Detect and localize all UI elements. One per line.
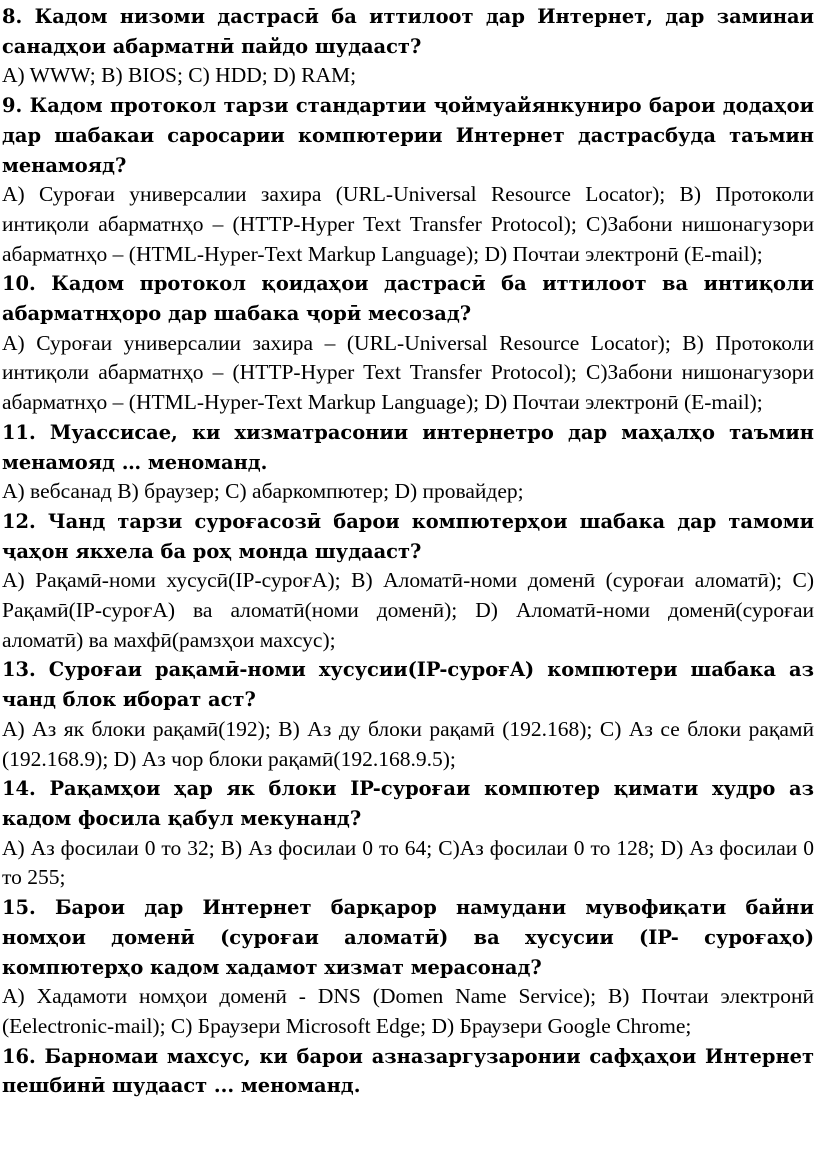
question-15: 15. Барои дар Интернет барқарор намудани мувофиқати байни номҳои доменӣ (суроғаи аломатӣ) ва хусусии (IP- суроғаҳо) компютерҳо кадом хадамот хизмат мерасонад? — [2, 896, 814, 979]
question-14: 14. Рақамҳои ҳар як блоки IP-суроғаи компютер қимати худро аз кадом фосила қабул мекунанд? — [2, 777, 814, 830]
question-11: 11. Муассисае, ки хизматрасонии интернетро дар маҳалҳо таъмин менамояд … меноманд. — [2, 420, 814, 474]
answers-12: A) Рақамӣ-номи хусусӣ(IP-суроғA); B) Аломатӣ-номи доменӣ (суроғаи аломатӣ); C) Рақамӣ(IP-суроғA) ва аломатӣ(номи доменӣ); D) Аломатӣ-номи доменӣ(суроғаи аломатӣ) ва махфӣ(рамзҳои махсус); — [2, 568, 814, 652]
question-12: 12. Чанд тарзи суроғасозӣ барои компютерҳои шабака дар тамоми ҷаҳон якхела ба роҳ монда шудааст? — [2, 509, 814, 563]
answers-14: A) Аз фосилаи 0 то 32; B) Аз фосилаи 0 то 64; C)Аз фосилаи 0 то 128; D) Аз фосилаи 0 то 255; — [2, 835, 814, 890]
answers-10: A) Суроғаи универсалии захира – (URL-Universal Resource Locator); B) Протоколи интиқоли абарматнҳо – (HTTP-Hyper Text Transfer Protocol); C)Забони нишонагузори абарматнҳо – (HTML-Hyper-Text Markup Language); D) Почтаи электронӣ (E-mail); — [2, 330, 814, 415]
question-13: 13. Суроғаи рақамӣ-номи хусусии(IP-суроғA) компютери шабака аз чанд блок иборат аст? — [2, 658, 814, 712]
answers-11: A) вебсанад B) браузер; C) абаркомпютер; D) провайдер; — [2, 479, 524, 504]
answers-9: A) Суроғаи универсалии захира (URL-Universal Resource Locator); B) Протоколи интиқоли абарматнҳо – (HTTP-Hyper Text Transfer Protocol); C)Забони нишонагузори абарматнҳо – (HTML-Hyper-Text Markup Language); D) Почтаи электронӣ (E-mail); — [2, 182, 814, 266]
answers-15: A) Хадамоти номҳои доменӣ - DNS (Domen Name Service); B) Почтаи электронӣ (Eelectronic-mail); C) Браузери Microsoft Edge; D) Браузери Google Chrome; — [2, 984, 814, 1038]
question-10: 10. Кадом протокол қоидаҳои дастрасӣ ба иттилоот ва интиқоли абарматнҳоро дар шабака ҷорӣ месозад? — [2, 272, 814, 326]
answers-8: A) WWW; B) BIOS; C) HDD; D) RAM; — [2, 63, 357, 88]
question-8: 8. Кадом низоми дастрасӣ ба иттилоот дар Интернет, дар заминаи санадҳои абарматнӣ пайдо шудааст? — [2, 5, 814, 58]
question-9: 9. Кадом протокол тарзи стандартии ҷоймуайянкуниро барои додаҳои дар шабакаи саросарии компютерии Интернет дастрасбуда таъмин менамояд? — [2, 94, 814, 177]
question-16: 16. Барномаи махсус, ки барои азназаргузаронии сафҳаҳои Интернет пешбинӣ шудааст ... меноманд. — [2, 1044, 814, 1098]
answers-13: A) Аз як блоки рақамӣ(192); B) Аз ду блоки рақамӣ (192.168); C) Аз се блоки рақамӣ (192.168.9); D) Аз чор блоки рақамӣ(192.168.9.5); — [2, 716, 814, 771]
